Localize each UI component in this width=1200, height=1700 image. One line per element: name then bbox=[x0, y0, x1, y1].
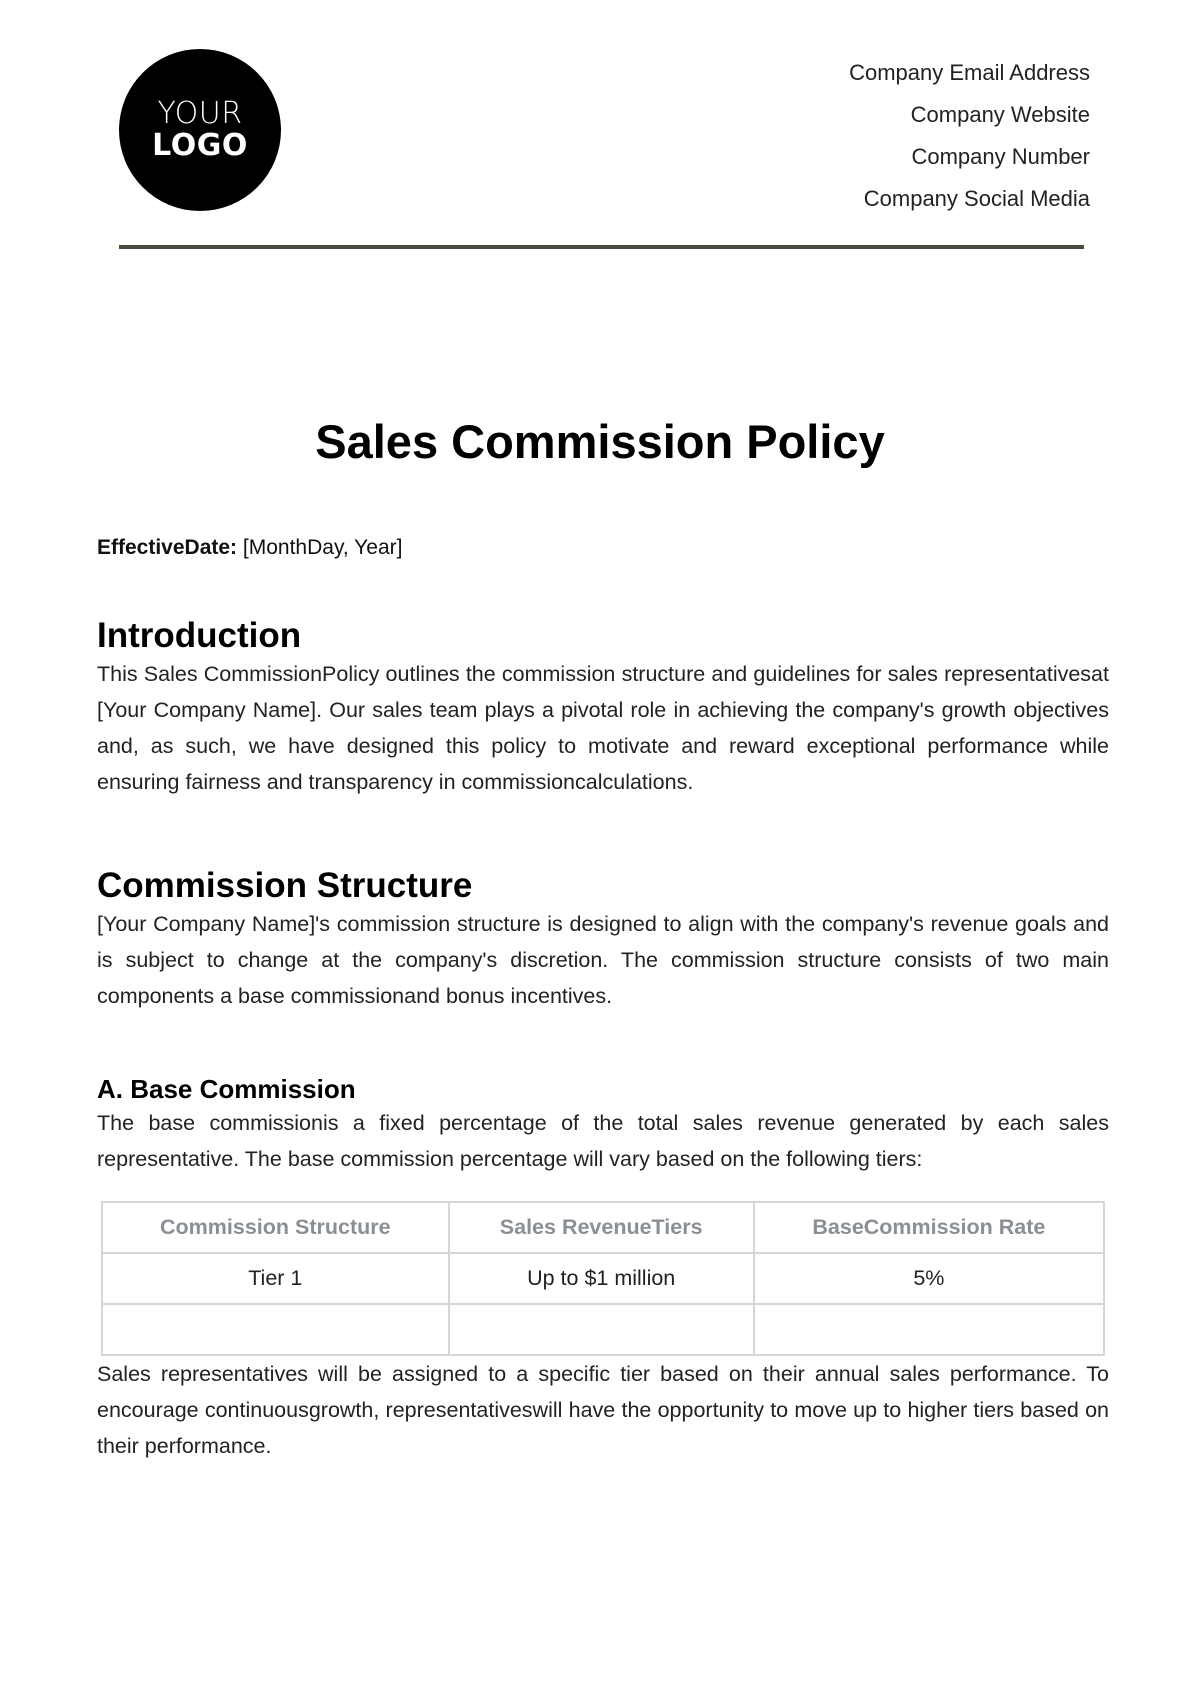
company-number: Company Number bbox=[911, 144, 1090, 169]
table-header-row bbox=[102, 1202, 1104, 1253]
document-body bbox=[97, 536, 1109, 1464]
tier-rate: 5% bbox=[913, 1266, 945, 1290]
introduction-heading: Introduction bbox=[97, 616, 302, 655]
logo-text-line1: YOUR bbox=[157, 95, 243, 131]
table-header-sales-revenue-tiers: Sales RevenueTiers bbox=[449, 1202, 754, 1253]
table-cell bbox=[449, 1253, 754, 1304]
introduction-text: This Sales CommissionPolicy outlines the commission structure and guidelines for sales representativesat [Your Company Name]. Our sales team plays a pivotal role in achieving the company's growth objectives and, as such, we have designed this policy to motivate and reward exceptional performance while ensuring fairness and transparency in commissioncalculations. bbox=[97, 662, 1109, 794]
table-cell bbox=[754, 1253, 1104, 1304]
company-email: Company Email Address bbox=[849, 60, 1090, 85]
table-cell bbox=[754, 1304, 1104, 1355]
header-divider bbox=[119, 245, 1084, 249]
effective-date-value: [MonthDay, Year] bbox=[242, 536, 403, 559]
tier-assignment-text: Sales representatives will be assigned to a specific tier based on their annual sales performance. To encourage continuousgrowth, representativeswill have the opportunity to move up to higher tiers based on their performance. bbox=[97, 1362, 1109, 1458]
table-cell bbox=[102, 1253, 449, 1304]
company-website: Company Website bbox=[910, 102, 1090, 127]
table-cell bbox=[449, 1304, 754, 1355]
page-title: Sales Commission Policy bbox=[315, 415, 885, 468]
table-header-base-commission-rate: BaseCommission Rate bbox=[754, 1202, 1104, 1253]
base-commission-text: The base commissionis a fixed percentage of the total sales revenue generated by each sales representative. The base commission percentage will vary based on the following tiers: bbox=[97, 1111, 1109, 1171]
commission-structure-text: [Your Company Name]'s commission structure is designed to align with the company's revenue goals and is subject to change at the company's discretion. The commission structure consists of two main components a base commissionand bonus incentives. bbox=[97, 912, 1109, 1008]
effective-date bbox=[97, 536, 1109, 560]
company-social-media: Company Social Media bbox=[863, 186, 1090, 211]
base-commission-heading: A. Base Commission bbox=[97, 1074, 356, 1104]
table-row bbox=[102, 1304, 1104, 1355]
table-cell bbox=[102, 1304, 449, 1355]
company-contact-block bbox=[849, 52, 1090, 220]
table-header-commission-structure: Commission Structure bbox=[102, 1202, 449, 1253]
table-row bbox=[102, 1253, 1104, 1304]
logo-text-line2: LOGO bbox=[152, 128, 248, 163]
effective-date-label: EffectiveDate: bbox=[97, 536, 238, 559]
tier-revenue: Up to $1 million bbox=[527, 1266, 676, 1290]
commission-structure-heading: Commission Structure bbox=[97, 866, 473, 905]
tier-name: Tier 1 bbox=[248, 1266, 303, 1290]
commission-tier-table bbox=[101, 1201, 1105, 1356]
company-logo bbox=[119, 49, 281, 211]
